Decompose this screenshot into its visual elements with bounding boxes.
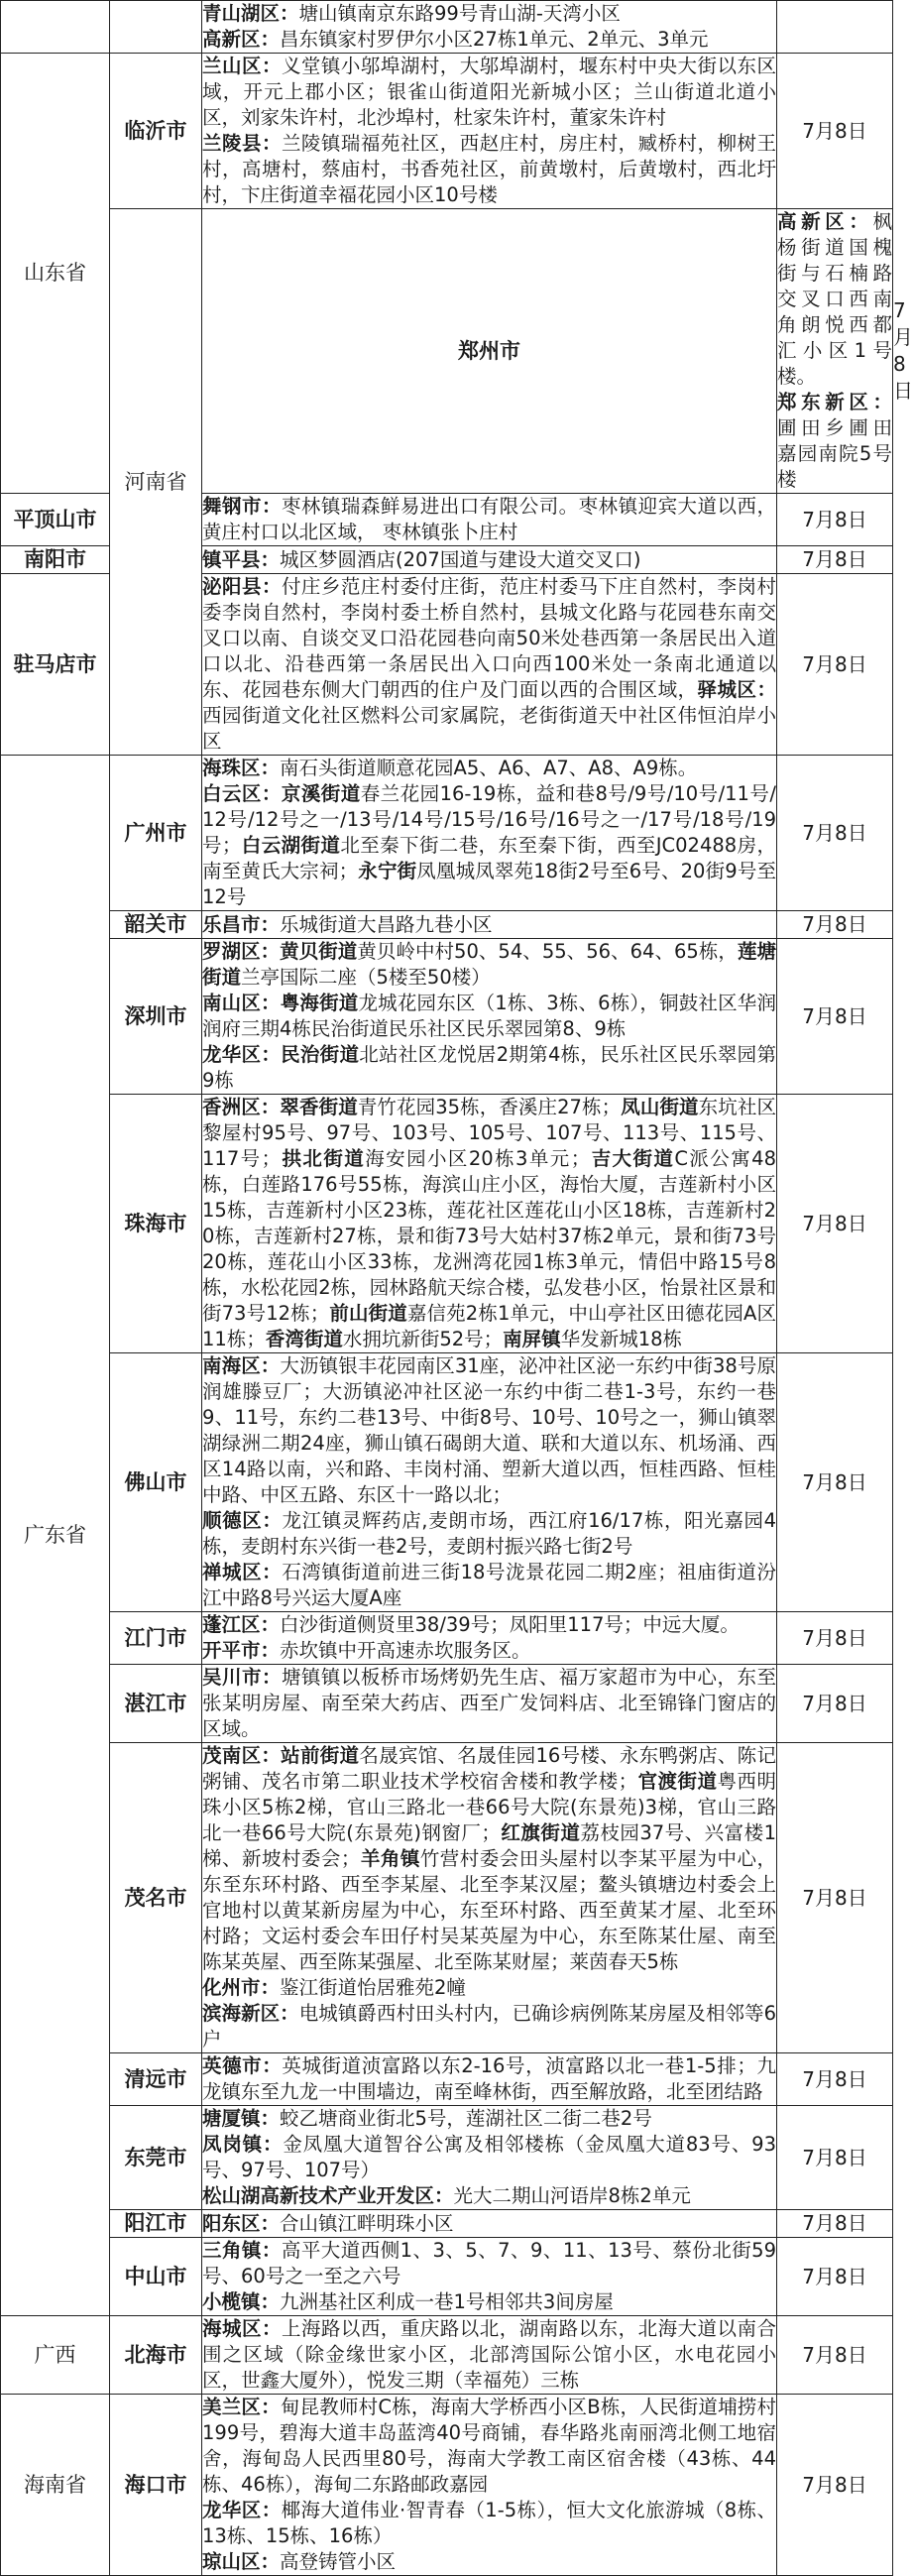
district-name: 凤岗镇： bbox=[202, 2133, 284, 2156]
district-entry bbox=[202, 2289, 776, 2315]
table-row bbox=[1, 1095, 893, 1353]
city-cell: 东莞市 bbox=[110, 2106, 202, 2210]
district-name: 三角镇： bbox=[202, 2239, 282, 2262]
district-entry bbox=[202, 494, 776, 545]
area-detail: 北至秦下街二巷，东至秦下街，西至JC02488房，南至黄氏大宗祠； bbox=[202, 834, 776, 882]
district-entry bbox=[202, 781, 776, 910]
table-row bbox=[1, 1353, 893, 1612]
district-entry bbox=[202, 1560, 776, 1611]
district-entry bbox=[202, 1743, 776, 1975]
district-name: 开平市： bbox=[202, 1639, 281, 1662]
district-entry bbox=[202, 27, 776, 53]
area-detail: 蛟乙塘商业街北5号，莲湖社区二街二巷2号 bbox=[280, 2107, 652, 2130]
district-name: 小榄镇： bbox=[202, 2290, 281, 2313]
district-name: 罗湖区： bbox=[202, 940, 281, 963]
date-cell: 7月8日 bbox=[777, 574, 893, 756]
district-name: 松山湖高新技术产业开发区： bbox=[202, 2184, 454, 2207]
table-row bbox=[1, 2238, 893, 2316]
area-detail: 枫杨街道国槐街与石楠路交叉口西南角朗悦西都汇小区1号楼。 bbox=[777, 210, 892, 388]
district-entry bbox=[202, 2132, 776, 2183]
area-detail: 城区梦圆酒店(207国道与建设大道交叉口) bbox=[280, 547, 641, 571]
district-name: 南海区： bbox=[202, 1354, 281, 1377]
table-row bbox=[1, 2053, 893, 2106]
district-entry bbox=[202, 1508, 776, 1560]
area-detail: 凤凰城凤翠苑18街2号至6号、20街9号至12号 bbox=[202, 860, 776, 908]
district-name: 龙华区： bbox=[202, 2499, 282, 2521]
date-cell: 7月8日 bbox=[777, 1353, 893, 1612]
risk-area-cell bbox=[202, 2106, 777, 2210]
district-name: 龙华区： bbox=[202, 1043, 282, 1066]
area-detail: 石湾镇街道前进三街18号泷景花园二期2座；祖庙街道汾江中路8号兴运大厦A座 bbox=[202, 1561, 776, 1609]
district-entry bbox=[202, 54, 776, 131]
district-name: 驿城区： bbox=[697, 678, 776, 701]
district-name: 琼山区： bbox=[202, 2550, 281, 2573]
district-name: 白云湖街道 bbox=[241, 834, 341, 857]
district-name: 莲塘街道 bbox=[202, 940, 776, 989]
area-detail: 枣林镇瑞森鲜易进出口有限公司。枣林镇迎宾大道以西，黄庄村口以北区域， 枣林镇张卜庄村 bbox=[202, 495, 776, 543]
district-name: 蓬江区： bbox=[202, 1613, 281, 1636]
date-cell: 7月8日 bbox=[777, 2210, 893, 2238]
city-cell: 韶关市 bbox=[110, 911, 202, 939]
city-cell: 南阳市 bbox=[1, 546, 110, 574]
table-row bbox=[1, 54, 893, 209]
district-name: 羊角镇 bbox=[360, 1847, 420, 1870]
area-detail: 乐城街道大昌路九巷小区 bbox=[280, 912, 493, 936]
risk-area-cell bbox=[202, 1665, 777, 1743]
district-name: 茂南区： bbox=[202, 1744, 282, 1767]
district-name: 顺德区： bbox=[202, 1509, 283, 1532]
risk-area-cell bbox=[202, 1612, 777, 1665]
risk-area-cell bbox=[202, 574, 777, 756]
district-name: 南山区： bbox=[202, 992, 281, 1014]
risk-area-cell bbox=[202, 1743, 777, 2053]
district-name: 兰陵县： bbox=[202, 132, 282, 155]
district-name: 美兰区： bbox=[202, 2396, 281, 2418]
district-name: 白云区： bbox=[202, 782, 282, 805]
table-row bbox=[1, 911, 893, 939]
city-cell: 佛山市 bbox=[110, 1353, 202, 1612]
risk-area-cell bbox=[202, 1, 777, 54]
district-entry bbox=[202, 574, 776, 755]
area-detail: 名晟宾馆、名晟佳园16号楼、永东鸭粥店、陈记粥铺、茂名市第二职业技术学校宿舍楼和教学楼； bbox=[202, 1744, 776, 1793]
district-name: 泌阳县： bbox=[202, 575, 282, 598]
district-name: 青山湖区： bbox=[202, 2, 299, 25]
district-entry bbox=[777, 390, 892, 493]
district-name: 粤海街道 bbox=[280, 992, 359, 1014]
district-entry bbox=[202, 939, 776, 991]
district-name: 乐昌市： bbox=[202, 912, 281, 936]
district-name: 阳东区： bbox=[202, 2211, 281, 2235]
district-name: 红旗街道 bbox=[500, 1821, 581, 1844]
risk-area-cell bbox=[202, 2316, 777, 2395]
city-cell: 江门市 bbox=[110, 1612, 202, 1665]
district-entry bbox=[202, 912, 776, 938]
district-entry bbox=[202, 2053, 776, 2105]
city-cell: 阳江市 bbox=[110, 2210, 202, 2238]
district-name: 吉大街道 bbox=[590, 1147, 675, 1170]
city-cell: 平顶山市 bbox=[1, 494, 110, 546]
district-name: 站前街道 bbox=[281, 1744, 360, 1767]
province-cell: 海南省 bbox=[1, 2395, 110, 2576]
area-detail: 塘山镇南京东路99号青山湖-天湾小区 bbox=[298, 2, 621, 25]
city-cell: 海口市 bbox=[110, 2395, 202, 2576]
district-name: 南屏镇 bbox=[503, 1328, 561, 1350]
district-name: 高新区： bbox=[202, 28, 281, 51]
city-cell: 广州市 bbox=[110, 756, 202, 911]
district-entry bbox=[202, 991, 776, 1042]
table-row bbox=[1, 2316, 893, 2395]
risk-area-cell bbox=[202, 494, 777, 546]
area-detail: 黄贝岭中村50、54、55、56、64、65栋， bbox=[357, 940, 738, 963]
table-row bbox=[1, 756, 893, 911]
district-name: 黄贝街道 bbox=[280, 940, 358, 963]
area-detail: 粤西明珠小区5栋2梯，官山三路北一巷66号大院(东景苑)3梯，官山三路北一巷66号大院(东景苑)钢窗厂； bbox=[202, 1770, 776, 1844]
district-entry bbox=[202, 2183, 776, 2209]
district-name: 翠香街道 bbox=[280, 1096, 358, 1118]
area-detail: 圃田乡圃田嘉园南院5号楼 bbox=[777, 416, 892, 491]
area-detail: 西园街道文化社区燃料公司家属院，老街街道天中社区伟恒泊岸小区 bbox=[202, 704, 776, 753]
district-entry bbox=[202, 1353, 776, 1508]
district-entry bbox=[202, 2106, 776, 2132]
district-name: 凤山街道 bbox=[621, 1096, 699, 1118]
area-detail: 龙江镇灵辉药店,麦朗市场，西江府16/17栋，阳光嘉园4栋，麦朗村东兴街一巷2号，麦朗村振兴路七街2号 bbox=[202, 1509, 776, 1558]
area-detail: 赤坎镇中开高速赤坎服务区。 bbox=[280, 1639, 531, 1662]
table-row bbox=[1, 1743, 893, 2053]
district-name: 拱北街道 bbox=[281, 1147, 366, 1170]
date-cell: 7月8日 bbox=[777, 1612, 893, 1665]
district-name: 海城区： bbox=[202, 2317, 282, 2340]
area-detail: 义堂镇小邬埠湖村，大邬埠湖村，堰东村中央大街以东区域，开元上郡小区；银雀山街道阳光新城小区；兰山街道北道小区，刘家朱许村，北沙埠村，杜家朱许村，董家朱许村 bbox=[202, 55, 776, 129]
city-cell: 湛江市 bbox=[110, 1665, 202, 1743]
table-row bbox=[1, 2106, 893, 2210]
date-cell: 7月8日 bbox=[777, 1665, 893, 1743]
date-cell: 7月8日 bbox=[777, 756, 893, 911]
area-detail: 甸昆教师村C栋，海南大学桥西小区B栋，人民街道埔捞村199号，碧海大道丰岛蓝湾40号商铺，春华路兆南丽湾北侧工地宿舍，海甸岛人民西里80号，海南大学教工南区宿舍楼（43栋、44栋、46栋），海甸二东路邮政嘉园 bbox=[202, 2396, 776, 2496]
district-name: 永宁街 bbox=[358, 860, 417, 882]
district-name: 吴川市： bbox=[202, 1666, 282, 1689]
area-detail: 昌东镇家村罗伊尔小区27栋1单元、2单元、3单元 bbox=[280, 28, 709, 51]
date-cell: 7月8日 bbox=[777, 2238, 893, 2316]
province-cell: 广东省 bbox=[1, 756, 110, 2316]
district-entry bbox=[777, 209, 892, 390]
province-cell: 山东省 bbox=[1, 54, 110, 494]
area-detail: 东坑社区黎屋村95号、97号、103号、105号、107号、113号、115号、117号； bbox=[202, 1096, 776, 1170]
city-cell: 驻马店市 bbox=[1, 574, 110, 756]
area-detail: 英城街道浈富路以东2-16号，浈富路以北一巷1-5排；九龙镇东至九龙一中围墙边，南至峰林街，西至解放路，北至团结路 bbox=[202, 2054, 776, 2103]
date-cell bbox=[777, 1, 893, 54]
table-row bbox=[1, 2395, 893, 2576]
district-entry bbox=[202, 2316, 776, 2394]
date-cell: 7月8日 bbox=[777, 939, 893, 1095]
area-detail: 兰陵镇瑞福苑社区，西赵庄村，房庄村，臧桥村，柳树王村，高塘村，蔡庙村，书香苑社区，前黄墩村，后黄墩村，西北圩村，卞庄街道幸福花园小区10号楼 bbox=[202, 132, 776, 206]
table-row bbox=[1, 2210, 893, 2238]
district-entry bbox=[202, 547, 776, 573]
risk-area-cell bbox=[202, 1095, 777, 1353]
area-detail: 北站社区龙悦居2期第4栋，民乐社区民乐翠园第9栋 bbox=[202, 1043, 776, 1092]
risk-area-cell bbox=[202, 1353, 777, 1612]
area-detail: 荔枝园37号、兴富楼1梯、新坡村委会； bbox=[202, 1821, 776, 1870]
area-detail: 竹营村委会田头屋村以李某平屋为中心，东至东环村路、西至李某屋、北至李某汉屋；鳌头镇塘边村委会上官地村以黄某新房屋为中心，东至环村路、西至黄某才屋、北至环村路；文运村委会车田仔村吴某英屋为中心，东至陈某仕屋、南至陈某英屋、西至陈某强屋、北至陈某财屋；莱茵春天5栋 bbox=[202, 1847, 776, 1973]
table-row bbox=[1, 1612, 893, 1665]
date-cell: 7月8日 bbox=[777, 2395, 893, 2576]
table-row bbox=[1, 1665, 893, 1743]
district-name: 香洲区： bbox=[202, 1096, 281, 1118]
district-entry bbox=[202, 131, 776, 208]
area-detail: 高登铸管小区 bbox=[280, 2550, 397, 2573]
risk-area-cell bbox=[202, 911, 777, 939]
district-name: 塘厦镇： bbox=[202, 2107, 281, 2130]
date-cell: 7月8日 bbox=[777, 1743, 893, 2053]
district-name: 海珠区： bbox=[202, 757, 281, 779]
area-detail: 华发新城18栋 bbox=[560, 1328, 683, 1350]
risk-area-cell bbox=[777, 209, 893, 494]
table-row bbox=[1, 939, 893, 1095]
risk-area-cell bbox=[202, 939, 777, 1095]
district-entry bbox=[202, 1095, 776, 1352]
area-detail: 金凤凰大道智谷公寓及相邻楼栋（金凤凰大道83号、93号、97号、107号） bbox=[202, 2133, 776, 2181]
district-name: 官渡街道 bbox=[637, 1770, 718, 1793]
district-name: 郑东新区： bbox=[777, 391, 892, 413]
area-detail: 付庄乡范庄村委付庄街，范庄村委马下庄自然村，李岗村委李岗自然村，李岗村委土桥自然村，县城文化路与花园巷东南交叉口以南、自谈交叉口沿花园巷向南50米处巷西第一条居民出入道口以北、沿巷西第一条居民出入口向西100米处一条南北通道以东、花园巷东侧大门朝西的住户及门面以西的合围区域， bbox=[202, 575, 776, 701]
district-name: 兰山区： bbox=[202, 55, 282, 77]
district-entry bbox=[202, 1665, 776, 1742]
date-cell: 7月8日 bbox=[777, 2053, 893, 2106]
risk-area-cell bbox=[202, 2238, 777, 2316]
area-detail: 兰亭国际二座（5楼至50楼） bbox=[241, 966, 491, 989]
district-entry bbox=[202, 2549, 776, 2575]
area-detail: 塘镇镇以板桥市场烤奶先生店、福万家超市为中心，东至张某明房屋、南至荣大药店、西至广发饲料店、北至锦锋门窗店的区域。 bbox=[202, 1666, 776, 1740]
area-detail: 高平大道西侧1、3、5、7、9、11、13号、蔡份北街59号、60号之一至之六号 bbox=[202, 2239, 776, 2287]
district-name: 英德市： bbox=[202, 2054, 283, 2077]
city-cell: 北海市 bbox=[110, 2316, 202, 2395]
district-name: 高新区： bbox=[777, 210, 873, 233]
table-body bbox=[1, 1, 913, 2576]
district-entry bbox=[202, 1, 776, 27]
risk-area-cell bbox=[202, 2210, 777, 2238]
district-name: 前山街道 bbox=[329, 1302, 407, 1325]
province-cell: 河南省 bbox=[110, 209, 202, 756]
area-detail: 上海路以西，重庆路以北，湖南路以东，北海大道以南合围之区域（除金缘世家小区，北部湾国际公馆小区，水电花园小区，世鑫大厦外），悦发三期（幸福苑）三栋 bbox=[202, 2317, 776, 2392]
area-detail: 青竹花园35栋，香溪庄27栋； bbox=[357, 1096, 622, 1118]
table-row: 河南省 郑州市 高新区：枫杨街道国槐街与石楠路交叉口西南角朗悦西都汇小区1号楼。 郑东新区：圃田乡圃田嘉园南院5号楼 7月8日 bbox=[1, 209, 893, 494]
date-cell: 7月8日 bbox=[777, 2106, 893, 2210]
city-cell: 珠海市 bbox=[110, 1095, 202, 1353]
district-name: 京溪街道 bbox=[281, 782, 361, 805]
district-name: 滨海新区： bbox=[202, 2002, 299, 2025]
province-cell bbox=[1, 1, 110, 54]
city-cell: 郑州市 bbox=[202, 209, 777, 494]
district-entry bbox=[202, 2001, 776, 2052]
area-detail: 九洲基社区利成一巷1号相邻共3间房屋 bbox=[280, 2290, 614, 2313]
district-entry bbox=[202, 756, 776, 781]
date-cell: 7月8日 bbox=[777, 2316, 893, 2395]
city-cell: 茂名市 bbox=[110, 1743, 202, 2053]
risk-area-cell bbox=[202, 546, 777, 574]
district-entry bbox=[202, 1042, 776, 1094]
district-name: 禅城区： bbox=[202, 1561, 283, 1583]
city-cell: 临沂市 bbox=[110, 54, 202, 209]
risk-area-cell bbox=[202, 54, 777, 209]
city-cell: 清远市 bbox=[110, 2053, 202, 2106]
area-detail: 春兰花园16-19栋，益和巷8号/9号/10号/11号/12号/12号之一/13号/14号/15号/16号/16号之一/17号/18号/19号； bbox=[202, 782, 776, 857]
date-cell: 7月8日 bbox=[777, 1095, 893, 1353]
city-cell: 深圳市 bbox=[110, 939, 202, 1095]
table-row bbox=[1, 1, 893, 54]
area-detail: 白沙街道侧贤里38/39号；凤阳里117号；中远大厦。 bbox=[280, 1613, 740, 1636]
province-cell: 广西 bbox=[1, 2316, 110, 2395]
date-cell: 7月8日 bbox=[777, 494, 893, 546]
area-detail: 龙城花园东区（1栋、3栋、6栋），铜鼓社区华润润府三期4栋民治街道民乐社区民乐翠园第8、9栋 bbox=[202, 992, 776, 1040]
district-entry bbox=[202, 2395, 776, 2498]
date-cell: 7月8日 bbox=[777, 54, 893, 209]
area-detail: 椰海大道伟业·智青春（1-5栋），恒大文化旅游城（8栋、13栋、15栋、16栋） bbox=[202, 2499, 776, 2547]
date-cell: 7月8日 bbox=[777, 546, 893, 574]
area-detail: 大沥镇银丰花园南区31座，泌冲社区泌一东约中街38号原润雄滕豆厂；大沥镇泌冲社区泌一东约中街二巷1-3号，东约一巷9、11号，东约二巷13号、中街8号、10号、10号之一，狮山镇翠湖绿洲二期24座，狮山镇石碣朗大道、联和大道以东、机场涌、西区14路以南，兴和路、丰岗村涌、塑新大道以西，恒桂西路、恒桂中路、中区五路、东区十一路以北； bbox=[202, 1354, 776, 1506]
area-detail: 合山镇江畔明珠小区 bbox=[280, 2211, 454, 2235]
district-entry bbox=[202, 1638, 776, 1664]
date-cell: 7月8日 bbox=[777, 911, 893, 939]
area-detail: 光大二期山河语岸8栋2单元 bbox=[453, 2184, 691, 2207]
area-detail: C派公寓48栋，白莲路176号55栋，海滨山庄小区，海怡大厦，吉莲新村小区15栋，吉莲新村小区23栋，莲花社区莲花山小区18栋，吉莲新村20栋，吉莲新村27栋，景和街73号大姑村37栋2单元，景和街73号20栋，莲花山小区33栋，龙洲湾花园1栋3单元，情侣中路15号8栋，水松花园2栋，园林路航天综合楼，弘发巷小区，怡景社区景和街73号12栋； bbox=[202, 1147, 776, 1325]
district-name: 镇平县： bbox=[202, 547, 281, 571]
district-name: 化州市： bbox=[202, 1976, 281, 1999]
area-detail: 电城镇爵西村田头村内，已确诊病例陈某房屋及相邻等6户 bbox=[202, 2002, 776, 2050]
city-cell: 中山市 bbox=[110, 2238, 202, 2316]
area-detail: 南石头街道顺意花园A5、A6、A7、A8、A9栋。 bbox=[280, 757, 698, 779]
risk-area-cell bbox=[202, 2395, 777, 2576]
district-entry bbox=[202, 1975, 776, 2001]
risk-area-cell bbox=[202, 756, 777, 911]
city-cell bbox=[110, 1, 202, 54]
area-detail: 鉴江街道怡居雅苑2幢 bbox=[280, 1976, 466, 1999]
district-entry bbox=[202, 2498, 776, 2549]
district-name: 民治街道 bbox=[281, 1043, 360, 1066]
risk-area-cell bbox=[202, 2053, 777, 2106]
district-name: 舞钢市： bbox=[202, 495, 282, 518]
district-entry bbox=[202, 2211, 776, 2237]
area-detail: 水拥坑新街52号； bbox=[342, 1328, 504, 1350]
district-name: 香湾街道 bbox=[265, 1328, 343, 1350]
district-entry bbox=[202, 1612, 776, 1638]
area-detail: 嘉信苑2栋1单元，中山亭社区田德花园A区11栋； bbox=[202, 1302, 776, 1350]
district-entry bbox=[202, 2238, 776, 2289]
area-detail: 海安园小区20栋3单元； bbox=[365, 1147, 591, 1170]
